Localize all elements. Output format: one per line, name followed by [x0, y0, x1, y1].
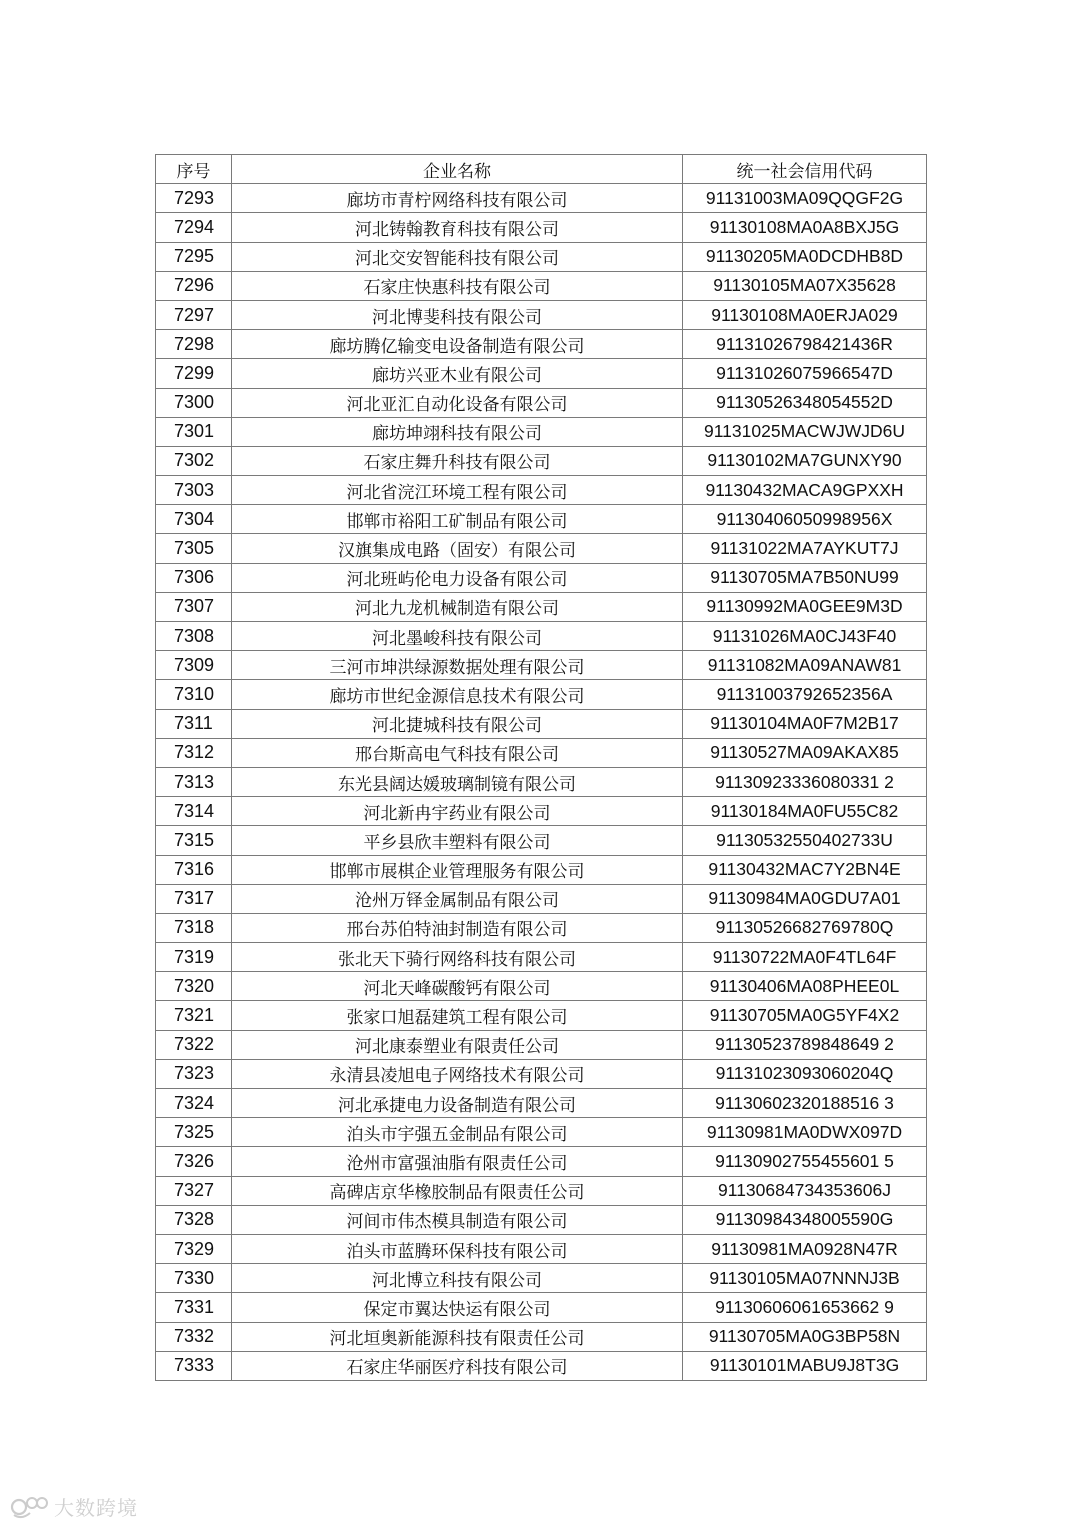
- row-company-name: 廊坊腾亿输变电设备制造有限公司: [232, 330, 683, 359]
- table-row: [156, 213, 927, 242]
- row-company-name: 廊坊市青柠网络科技有限公司: [232, 184, 683, 213]
- row-company-name: 河北铸翰教育科技有限公司: [232, 213, 683, 242]
- table-row: [156, 826, 927, 855]
- row-credit-code: 91130523789848649 2: [683, 1030, 927, 1059]
- table-row: [156, 1001, 927, 1030]
- row-seq: 7327: [156, 1176, 232, 1205]
- table-row: [156, 943, 927, 972]
- row-credit-code: 91131023093060204Q: [683, 1059, 927, 1088]
- row-company-name: 邢台苏伯特油封制造有限公司: [232, 913, 683, 942]
- table-row: [156, 563, 927, 592]
- row-credit-code: 91130981MA0DWX097D: [683, 1118, 927, 1147]
- row-company-name: 河北九龙机械制造有限公司: [232, 592, 683, 621]
- row-seq: 7304: [156, 505, 232, 534]
- row-credit-code: 91130923336080331 2: [683, 767, 927, 796]
- row-seq: 7307: [156, 592, 232, 621]
- row-seq: 7302: [156, 446, 232, 475]
- table-row: [156, 359, 927, 388]
- row-company-name: 廊坊兴亚木业有限公司: [232, 359, 683, 388]
- row-credit-code: 91130606061653662 9: [683, 1293, 927, 1322]
- table-row: [156, 913, 927, 942]
- table-row: [156, 242, 927, 271]
- row-seq: 7320: [156, 972, 232, 1001]
- table-row: [156, 972, 927, 1001]
- table-row: [156, 797, 927, 826]
- row-seq: 7312: [156, 738, 232, 767]
- row-credit-code: 91130526348054552D: [683, 388, 927, 417]
- table-body: [156, 184, 927, 1381]
- table-row: [156, 1059, 927, 1088]
- row-credit-code: 91131026075966547D: [683, 359, 927, 388]
- row-seq: 7332: [156, 1322, 232, 1351]
- row-company-name: 邢台斯高电气科技有限公司: [232, 738, 683, 767]
- watermark-text: 大数跨境: [54, 1496, 138, 1520]
- row-credit-code: 91130205MA0DCDHB8D: [683, 242, 927, 271]
- row-seq: 7311: [156, 709, 232, 738]
- table-row: [156, 709, 927, 738]
- row-seq: 7308: [156, 622, 232, 651]
- row-credit-code: 91130722MA0F4TL64F: [683, 943, 927, 972]
- row-credit-code: 91130104MA0F7M2B17: [683, 709, 927, 738]
- row-credit-code: 91131025MACWJWJD6U: [683, 417, 927, 446]
- row-company-name: 邯郸市裕阳工矿制品有限公司: [232, 505, 683, 534]
- table-row: [156, 505, 927, 534]
- row-credit-code: 91130406050998956X: [683, 505, 927, 534]
- row-credit-code: 91130602320188516 3: [683, 1089, 927, 1118]
- row-company-name: 三河市坤洪绿源数据处理有限公司: [232, 651, 683, 680]
- row-company-name: 石家庄舞升科技有限公司: [232, 446, 683, 475]
- row-credit-code: 91130902755455601 5: [683, 1147, 927, 1176]
- table-row: [156, 680, 927, 709]
- table-row: [156, 592, 927, 621]
- row-credit-code: 91130406MA08PHEE0L: [683, 972, 927, 1001]
- row-credit-code: 91130984MA0GDU7A01: [683, 884, 927, 913]
- row-company-name: 泊头市蓝腾环保科技有限公司: [232, 1234, 683, 1263]
- header-company-name: 企业名称: [232, 155, 683, 184]
- row-seq: 7314: [156, 797, 232, 826]
- row-seq: 7296: [156, 271, 232, 300]
- row-seq: 7310: [156, 680, 232, 709]
- row-credit-code: 91130705MA0G3BP58N: [683, 1322, 927, 1351]
- table-row: [156, 738, 927, 767]
- row-company-name: 廊坊坤翊科技有限公司: [232, 417, 683, 446]
- row-company-name: 沧州万铎金属制品有限公司: [232, 884, 683, 913]
- row-seq: 7295: [156, 242, 232, 271]
- row-credit-code: 91131022MA7AYKUT7J: [683, 534, 927, 563]
- row-credit-code: 91130984348005590G: [683, 1205, 927, 1234]
- table-row: [156, 1089, 927, 1118]
- row-company-name: 河北康泰塑业有限责任公司: [232, 1030, 683, 1059]
- table-row: [156, 417, 927, 446]
- row-seq: 7299: [156, 359, 232, 388]
- row-company-name: 汉旗集成电路（固安）有限公司: [232, 534, 683, 563]
- row-credit-code: 91130102MA7GUNXY90: [683, 446, 927, 475]
- table-row: [156, 388, 927, 417]
- table-row: [156, 1351, 927, 1380]
- header-seq: 序号: [156, 155, 232, 184]
- company-list-table: [155, 154, 927, 1381]
- row-credit-code: 91130105MA07X35628: [683, 271, 927, 300]
- row-company-name: 河间市伟杰模具制造有限公司: [232, 1205, 683, 1234]
- row-seq: 7330: [156, 1264, 232, 1293]
- row-credit-code: 91130432MAC7Y2BN4E: [683, 855, 927, 884]
- watermark: [10, 1492, 138, 1521]
- row-seq: 7317: [156, 884, 232, 913]
- header-credit-code: 统一社会信用代码: [683, 155, 927, 184]
- row-credit-code: 91131003MA09QQGF2G: [683, 184, 927, 213]
- row-seq: 7331: [156, 1293, 232, 1322]
- row-seq: 7326: [156, 1147, 232, 1176]
- row-seq: 7294: [156, 213, 232, 242]
- row-company-name: 高碑店京华橡胶制品有限责任公司: [232, 1176, 683, 1205]
- row-credit-code: 91130527MA09AKAX85: [683, 738, 927, 767]
- table-row: [156, 651, 927, 680]
- row-seq: 7300: [156, 388, 232, 417]
- row-seq: 7303: [156, 476, 232, 505]
- table-row: [156, 1293, 927, 1322]
- table-row: [156, 622, 927, 651]
- row-seq: 7293: [156, 184, 232, 213]
- row-company-name: 河北新冉宇药业有限公司: [232, 797, 683, 826]
- row-company-name: 廊坊市世纪金源信息技术有限公司: [232, 680, 683, 709]
- watermark-logo-icon: [10, 1494, 50, 1520]
- row-company-name: 河北天峰碳酸钙有限公司: [232, 972, 683, 1001]
- table-row: [156, 1118, 927, 1147]
- row-seq: 7333: [156, 1351, 232, 1380]
- row-credit-code: 91130526682769780Q: [683, 913, 927, 942]
- table-row: [156, 446, 927, 475]
- row-credit-code: 91130705MA7B50NU99: [683, 563, 927, 592]
- table-row: [156, 300, 927, 329]
- row-company-name: 河北承捷电力设备制造有限公司: [232, 1089, 683, 1118]
- table-row: [156, 855, 927, 884]
- row-company-name: 河北交安智能科技有限公司: [232, 242, 683, 271]
- row-seq: 7305: [156, 534, 232, 563]
- row-credit-code: 91130992MA0GEE9M3D: [683, 592, 927, 621]
- row-company-name: 永清县凌旭电子网络技术有限公司: [232, 1059, 683, 1088]
- table-row: [156, 1234, 927, 1263]
- row-seq: 7301: [156, 417, 232, 446]
- table-row: [156, 271, 927, 300]
- row-seq: 7315: [156, 826, 232, 855]
- table-header-row: [156, 155, 927, 184]
- row-seq: 7323: [156, 1059, 232, 1088]
- row-company-name: 河北墨峻科技有限公司: [232, 622, 683, 651]
- row-seq: 7309: [156, 651, 232, 680]
- row-company-name: 河北垣奥新能源科技有限责任公司: [232, 1322, 683, 1351]
- row-company-name: 河北亚汇自动化设备有限公司: [232, 388, 683, 417]
- row-seq: 7306: [156, 563, 232, 592]
- row-seq: 7325: [156, 1118, 232, 1147]
- row-credit-code: 91131026MA0CJ43F40: [683, 622, 927, 651]
- row-credit-code: 91130105MA07NNNJ3B: [683, 1264, 927, 1293]
- table-row: [156, 184, 927, 213]
- row-seq: 7321: [156, 1001, 232, 1030]
- row-company-name: 沧州市富强油脂有限责任公司: [232, 1147, 683, 1176]
- table-row: [156, 1176, 927, 1205]
- row-company-name: 东光县阔达媛玻璃制镜有限公司: [232, 767, 683, 796]
- table-row: [156, 330, 927, 359]
- table-row: [156, 534, 927, 563]
- row-credit-code: 91131026798421436R: [683, 330, 927, 359]
- row-credit-code: 91130684734353606J: [683, 1176, 927, 1205]
- row-seq: 7316: [156, 855, 232, 884]
- row-seq: 7318: [156, 913, 232, 942]
- row-credit-code: 91131003792652356A: [683, 680, 927, 709]
- row-credit-code: 91130101MABU9J8T3G: [683, 1351, 927, 1380]
- row-credit-code: 91130184MA0FU55C82: [683, 797, 927, 826]
- row-company-name: 保定市翼达快运有限公司: [232, 1293, 683, 1322]
- row-company-name: 石家庄快惠科技有限公司: [232, 271, 683, 300]
- row-company-name: 张北天下骑行网络科技有限公司: [232, 943, 683, 972]
- table-row: [156, 1264, 927, 1293]
- row-credit-code: 91130108MA0A8BXJ5G: [683, 213, 927, 242]
- table-row: [156, 476, 927, 505]
- table-row: [156, 1147, 927, 1176]
- row-company-name: 泊头市宇强五金制品有限公司: [232, 1118, 683, 1147]
- row-credit-code: 91130981MA0928N47R: [683, 1234, 927, 1263]
- row-credit-code: 91130108MA0ERJA029: [683, 300, 927, 329]
- row-seq: 7313: [156, 767, 232, 796]
- row-seq: 7324: [156, 1089, 232, 1118]
- row-seq: 7297: [156, 300, 232, 329]
- row-company-name: 河北博立科技有限公司: [232, 1264, 683, 1293]
- row-credit-code: 91130432MACA9GPXXH: [683, 476, 927, 505]
- row-seq: 7298: [156, 330, 232, 359]
- row-company-name: 河北捷城科技有限公司: [232, 709, 683, 738]
- row-seq: 7322: [156, 1030, 232, 1059]
- row-seq: 7319: [156, 943, 232, 972]
- row-seq: 7329: [156, 1234, 232, 1263]
- row-credit-code: 91130705MA0G5YF4X2: [683, 1001, 927, 1030]
- row-company-name: 河北博斐科技有限公司: [232, 300, 683, 329]
- row-company-name: 张家口旭磊建筑工程有限公司: [232, 1001, 683, 1030]
- row-credit-code: 91131082MA09ANAW81: [683, 651, 927, 680]
- table-row: [156, 1322, 927, 1351]
- row-company-name: 平乡县欣丰塑料有限公司: [232, 826, 683, 855]
- table-row: [156, 767, 927, 796]
- row-company-name: 邯郸市展棋企业管理服务有限公司: [232, 855, 683, 884]
- row-company-name: 石家庄华丽医疗科技有限公司: [232, 1351, 683, 1380]
- row-company-name: 河北省浣江环境工程有限公司: [232, 476, 683, 505]
- row-seq: 7328: [156, 1205, 232, 1234]
- row-credit-code: 91130532550402733U: [683, 826, 927, 855]
- row-company-name: 河北班屿伦电力设备有限公司: [232, 563, 683, 592]
- table-row: [156, 1030, 927, 1059]
- table-row: [156, 884, 927, 913]
- table-row: [156, 1205, 927, 1234]
